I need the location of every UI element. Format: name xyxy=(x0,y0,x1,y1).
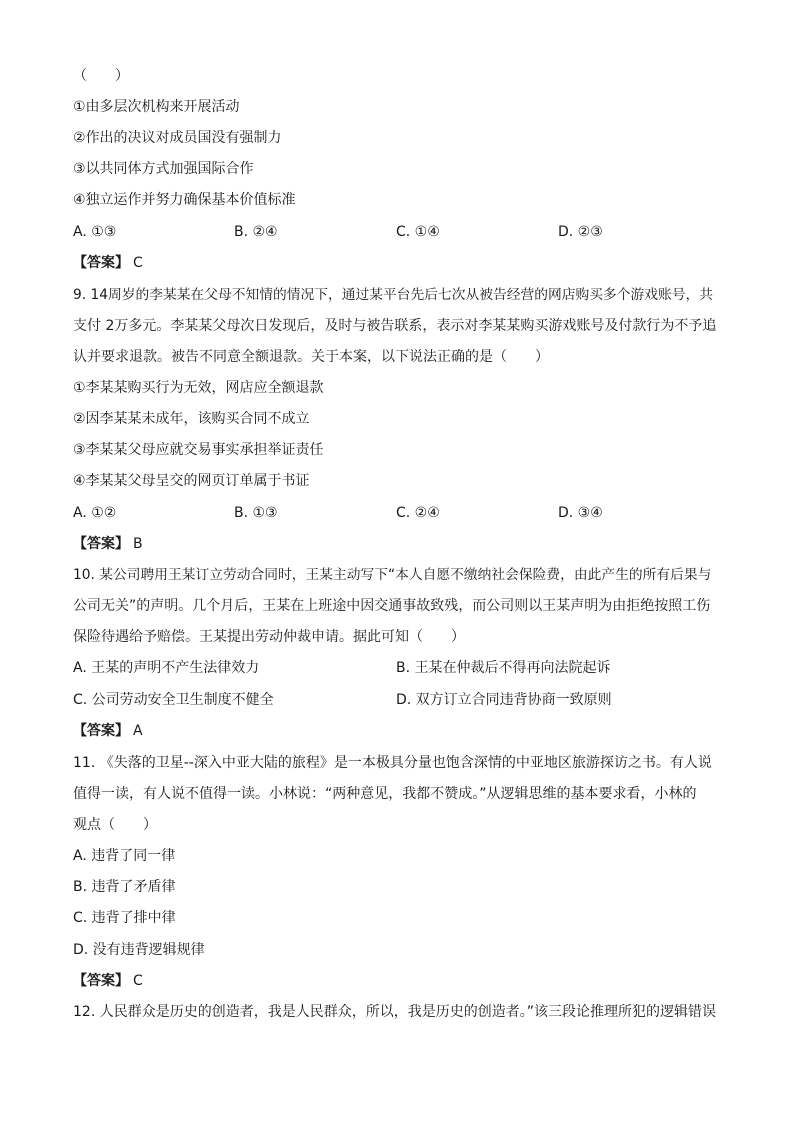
q11-stem-line-2: 值得一读，有人说不值得一读。小林说：“两种意见，我都不赞成。”从逻辑思维的基本要求看，小林的 xyxy=(73,786,697,802)
answer-value: C xyxy=(133,255,143,271)
q10-answer xyxy=(73,721,143,741)
answer-value: A xyxy=(133,723,143,739)
q9-stem-line-2: 支付 2万多元。李某某父母次日发现后，及时与被告联系，表示对李某某购买游戏账号及付款行为不予追 xyxy=(73,318,717,334)
q10-stem-line-2: 公司无关”的声明。几个月后，王某在上班途中因交通事故致残，而公司则以王某声明为由拒绝按照工伤 xyxy=(73,598,711,614)
q8-item-4: ④独立运作并努力确保基本价值标准 xyxy=(73,192,296,208)
q9-stem-line-3: 认并要求退款。被告不同意全额退款。关于本案，以下说法正确的是（ ） xyxy=(73,349,549,365)
q9-option-a: A. ①② xyxy=(73,505,117,521)
q9-option-b: B. ①③ xyxy=(234,505,278,521)
q10-option-b: B. 王某在仲裁后不得再向法院起诉 xyxy=(396,660,611,676)
q11-option-d: D. 没有违背逻辑规律 xyxy=(73,942,205,958)
q11-option-a: A. 违背了同一律 xyxy=(73,848,176,864)
answer-label: 【答案】 xyxy=(73,973,129,989)
q10-option-d: D. 双方订立合同违背协商一致原则 xyxy=(396,692,612,708)
q11-stem-line-1: 11. 《失落的卫星--深入中亚大陆的旅程》是一本极具分量也饱含深情的中亚地区旅游探访之书。有人说 xyxy=(73,755,712,771)
q9-option-c: C. ②④ xyxy=(396,505,440,521)
q8-tail: （ ） xyxy=(73,68,129,84)
q8-option-c: C. ①④ xyxy=(396,224,440,240)
q11-answer xyxy=(73,971,143,991)
q9-item-2: ②因李某某未成年，该购买合同不成立 xyxy=(73,411,310,427)
q8-option-a: A. ①③ xyxy=(73,224,117,240)
q8-option-d: D. ②③ xyxy=(558,224,603,240)
q12-stem-line-1: 12. 人民群众是历史的创造者，我是人民群众，所以，我是历史的创造者。”该三段论推理所犯的逻辑错误 xyxy=(73,1004,716,1020)
q11-option-c: C. 违背了排中律 xyxy=(73,910,176,926)
answer-label: 【答案】 xyxy=(73,536,129,552)
q10-stem-line-3: 保险待遇给予赔偿。王某提出劳动仲裁申请。据此可知（ ） xyxy=(73,629,465,645)
q8-answer xyxy=(73,253,143,273)
q10-stem-line-1: 10. 某公司聘用王某订立劳动合同时，王某主动写下“本人自愿不缴纳社会保险费，由此产生的所有后果与 xyxy=(73,567,712,583)
q8-item-2: ②作出的决议对成员国没有强制力 xyxy=(73,130,282,146)
q8-item-1: ①由多层次机构来开展活动 xyxy=(73,99,240,115)
q8-item-3: ③以共同体方式加强国际合作 xyxy=(73,161,254,177)
q11-option-b: B. 违背了矛盾律 xyxy=(73,879,176,895)
q9-item-4: ④李某某父母呈交的网页订单属于书证 xyxy=(73,473,310,489)
q10-option-a: A. 王某的声明不产生法律效力 xyxy=(73,660,260,676)
q9-stem-line-1: 9. 14周岁的李某某在父母不知情的情况下，通过某平台先后七次从被告经营的网店购买多个游戏账号，共 xyxy=(73,287,713,303)
q11-stem-line-3: 观点（ ） xyxy=(73,817,157,833)
q9-answer xyxy=(73,534,143,554)
q10-option-c: C. 公司劳动安全卫生制度不健全 xyxy=(73,692,274,708)
answer-value: C xyxy=(133,973,143,989)
answer-label: 【答案】 xyxy=(73,255,129,271)
q9-item-3: ③李某某父母应就交易事实承担举证责任 xyxy=(73,442,324,458)
answer-value: B xyxy=(133,536,143,552)
q9-option-d: D. ③④ xyxy=(558,505,603,521)
answer-label: 【答案】 xyxy=(73,723,129,739)
q8-option-b: B. ②④ xyxy=(234,224,278,240)
q9-item-1: ①李某某购买行为无效，网店应全额退款 xyxy=(73,380,324,396)
